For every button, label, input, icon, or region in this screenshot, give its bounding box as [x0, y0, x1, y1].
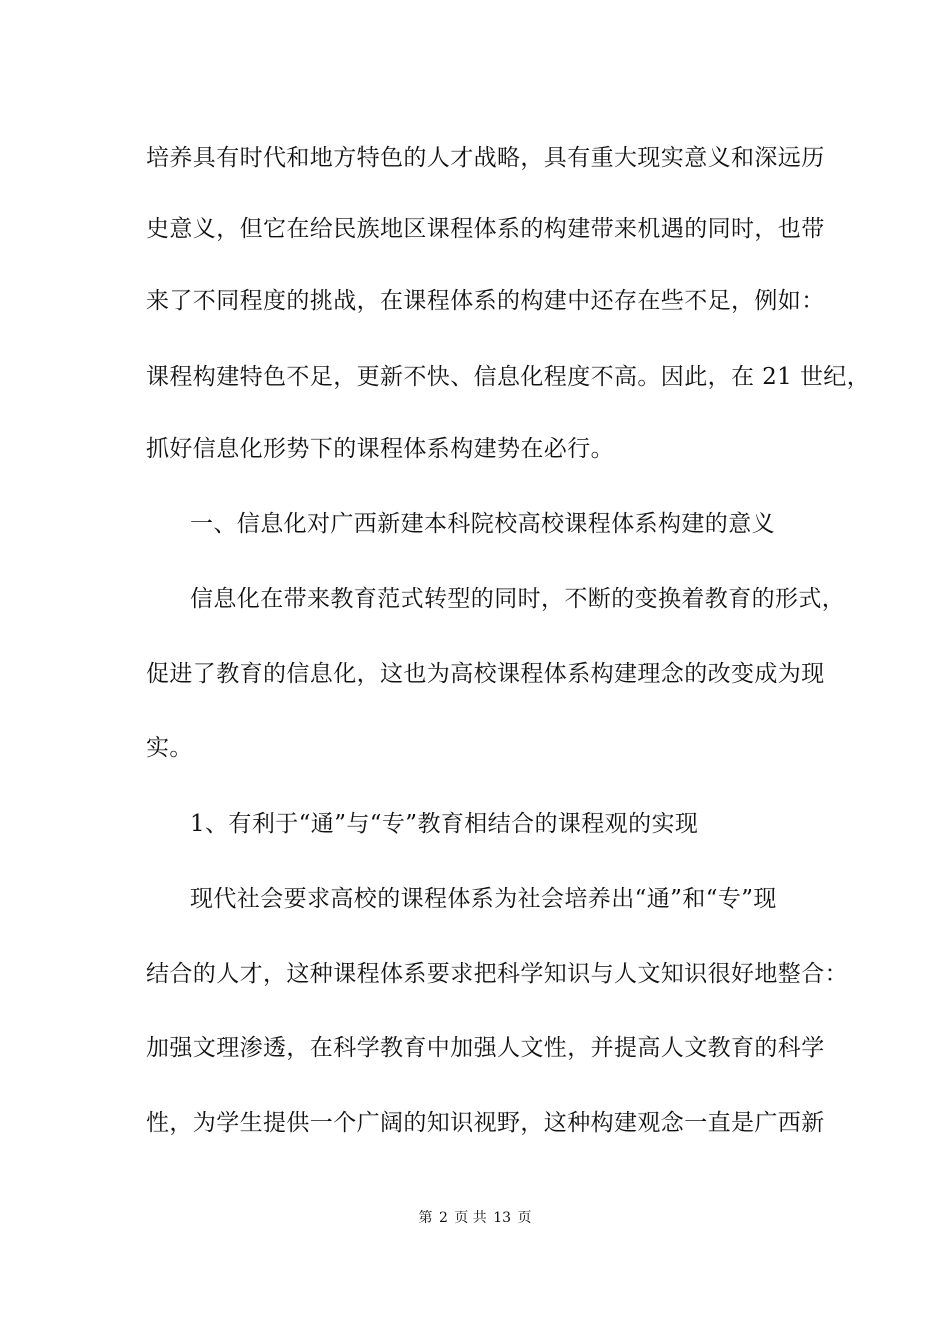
paragraph-line-6: 信息化在带来教育范式转型的同时，不断的变换着教育的形式，: [190, 586, 846, 612]
paragraph-line-5: 抓好信息化形势下的课程体系构建势在必行。: [146, 436, 614, 462]
footer-total-pages: 13: [493, 1210, 512, 1226]
subsection-heading: 1、有利于“通”与“专”教育相结合的课程观的实现: [190, 811, 699, 837]
footer-middle: 页 共: [454, 1210, 487, 1226]
paragraph-line-7: 促进了教育的信息化，这也为高校课程体系构建理念的改变成为现: [146, 661, 825, 687]
paragraph-line-3: 来了不同程度的挑战，在课程体系的构建中还存在些不足，例如：: [146, 288, 825, 314]
paragraph-line-12: 性，为学生提供一个广阔的知识视野，这种构建观念一直是广西新: [146, 1110, 825, 1136]
footer-prefix: 第: [418, 1210, 433, 1226]
paragraph-line-11: 加强文理渗透，在科学教育中加强人文性，并提高人文教育的科学: [146, 1035, 825, 1061]
footer-suffix: 页: [517, 1210, 532, 1226]
paragraph-line-8: 实。: [146, 735, 193, 761]
paragraph-line-10: 结合的人才，这种课程体系要求把科学知识与人文知识很好地整合：: [146, 961, 848, 987]
paragraph-line-1: 培养具有时代和地方特色的人才战略，具有重大现实意义和深远历: [146, 145, 825, 171]
paragraph-line-2: 史意义，但它在给民族地区课程体系的构建带来机遇的同时，也带: [146, 216, 825, 242]
footer-current-page: 2: [438, 1210, 448, 1226]
paragraph-line-9: 现代社会要求高校的课程体系为社会培养出“通”和“专”现: [190, 886, 777, 912]
section-heading: 一、信息化对广西新建本科院校高校课程体系构建的意义: [190, 511, 775, 537]
page-footer: [0, 1208, 950, 1228]
paragraph-line-4: 课程构建特色不足，更新不快、信息化程度不高。因此，在 21 世纪，: [146, 364, 871, 390]
